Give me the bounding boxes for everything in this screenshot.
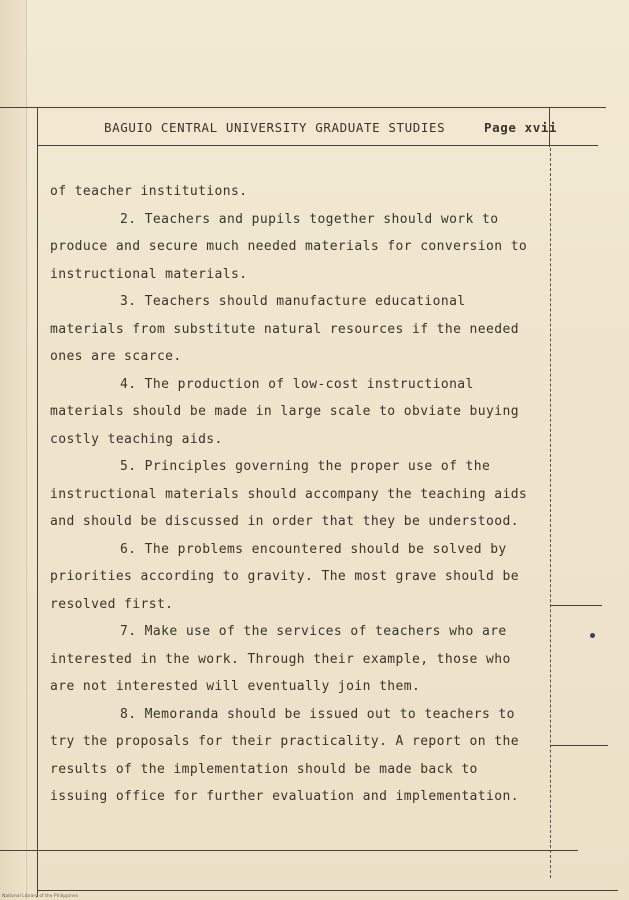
paragraph-item-7: 7. Make use of the services of teachers who are interested in the work. Through their example, those who are not interested will eventually join them. — [50, 624, 511, 694]
paragraph-item-6: 6. The problems encountered should be solved by priorities according to gravity. The most grave should be resolved first. — [50, 541, 519, 612]
left-margin-rule — [37, 107, 38, 897]
right-margin-rule — [550, 148, 551, 878]
right-tick-upper — [550, 605, 602, 606]
paragraph-item-5: 5. Principles governing the proper use of the instructional materials should accompany the teaching aids and should be discussed in order that they be understood. — [50, 459, 528, 529]
bottom-rule — [38, 890, 618, 891]
paragraph-continuation: of teacher institutions. — [50, 184, 248, 199]
footer-rule — [0, 850, 578, 851]
header-top-rule — [0, 107, 606, 108]
paragraph-item-4: 4. The production of low-cost instructional materials should be made in large scale to obviate buying costly teaching aids. — [50, 376, 519, 447]
header-title: BAGUIO CENTRAL UNIVERSITY GRADUATE STUDIES — [104, 120, 446, 135]
ink-dot — [590, 633, 595, 638]
paragraph-item-2: 2. Teachers and pupils together should work to produce and secure much needed materials for conversion to instructional materials. — [50, 211, 528, 282]
header-bottom-rule — [38, 145, 598, 146]
body-text — [50, 178, 540, 811]
paragraph-item-3: 3. Teachers should manufacture educational materials from substitute natural resources if the needed ones are scarce. — [50, 294, 519, 364]
page-header — [104, 120, 564, 135]
archive-credit: National Library of the Philippines — [2, 894, 79, 899]
page-number: Page xvii — [484, 120, 558, 135]
paragraph-item-8: 8. Memoranda should be issued out to teachers to try the proposals for their practicality. A report on the results of the implementation should be made back to issuing office for further evaluation and implementation. — [50, 706, 519, 804]
right-tick-lower — [550, 745, 608, 746]
page-fold-shadow — [0, 0, 27, 900]
